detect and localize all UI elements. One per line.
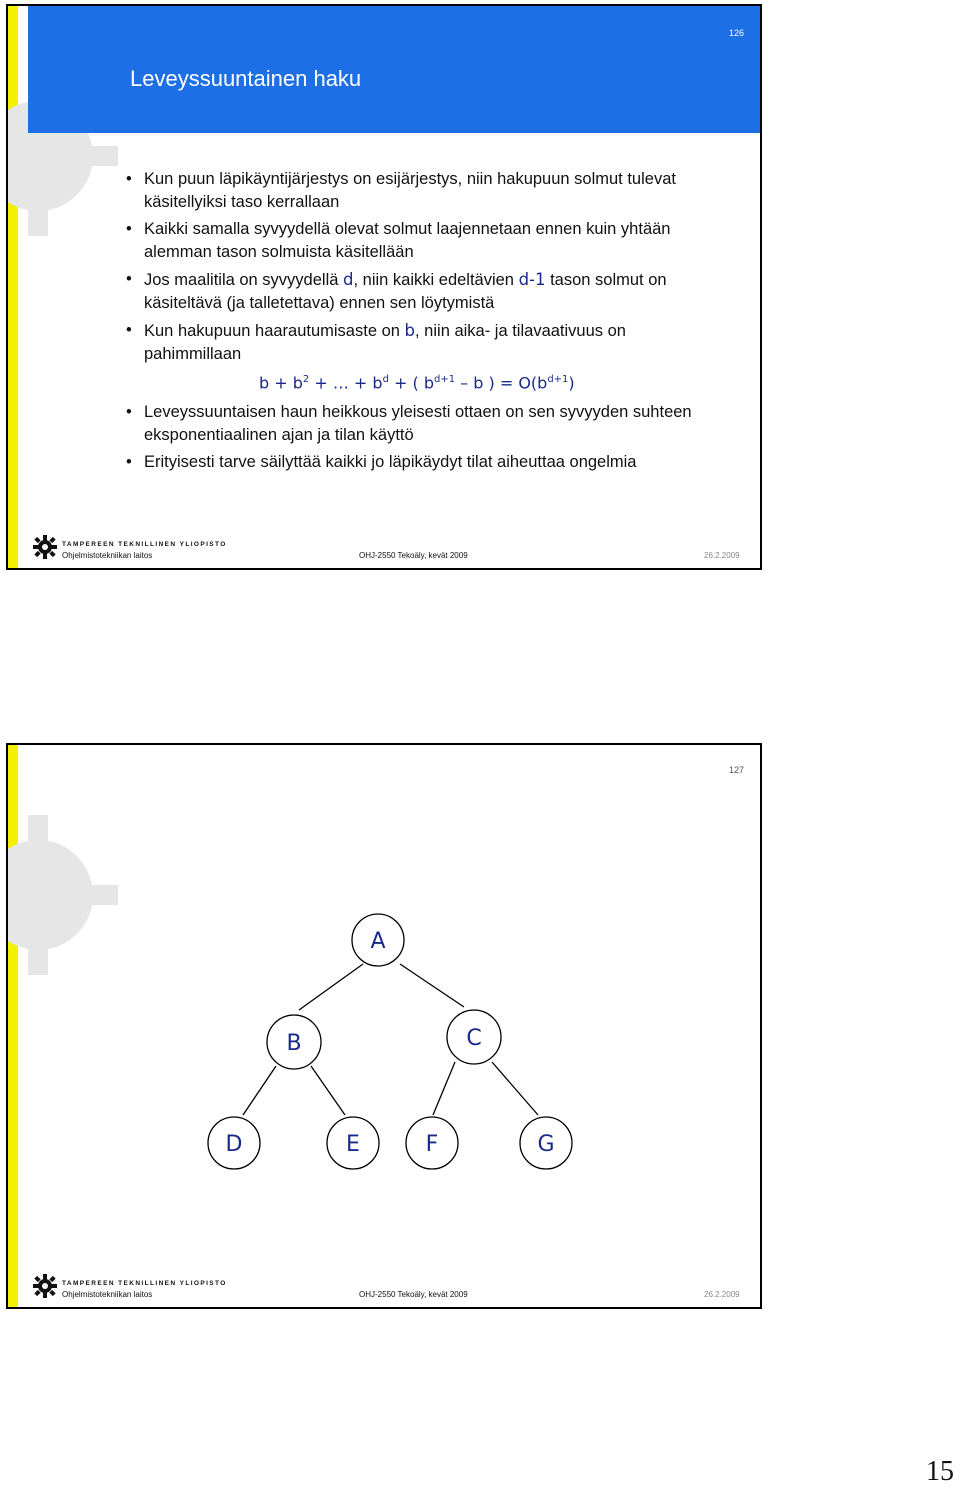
slide-number: 127 — [728, 765, 744, 775]
page-number: 15 — [926, 1456, 954, 1487]
node-label-g: G — [537, 1132, 555, 1157]
footer-university: TAMPEREEN TEKNILLINEN YLIOPISTO — [62, 541, 227, 548]
footer-course: OHJ-2550 Tekoäly, kevät 2009 — [359, 551, 468, 560]
node-label-f: F — [425, 1132, 439, 1157]
tree-diagram — [8, 745, 762, 1309]
var-d-minus-1: d-1 — [518, 270, 546, 289]
university-gear-logo-icon — [32, 534, 58, 560]
node-label-d: D — [225, 1132, 243, 1157]
edge-a-c — [400, 964, 464, 1007]
bullet-item: • Erityisesti tarve säilyttää kaikki jo läpikäydyt tilat aiheuttaa ongelmia — [126, 453, 637, 472]
bullet-item: • Kun puun läpikäyntijärjestys on esijärjestys, niin hakupuun solmut tulevat käsitellyiksi taso kerrallaan — [126, 170, 676, 211]
footer-department: Ohjelmistotekniikan laitos — [62, 1290, 153, 1299]
bullet-item: • Kaikki samalla syvyydellä olevat solmut laajennetaan ennen kuin yhtään alemman tason solmuista käsitellään — [126, 220, 671, 261]
edge-c-f — [433, 1062, 455, 1115]
node-label-c: C — [466, 1026, 482, 1051]
slide-number: 126 — [728, 28, 744, 38]
node-label-a: A — [370, 929, 386, 954]
bullet-item: • Leveyssuuntaisen haun heikkous yleisesti ottaen on sen syvyyden suhteen eksponentiaalinen ajan ja tilan käyttö — [126, 403, 692, 445]
university-gear-logo-icon — [32, 1273, 58, 1299]
complexity-formula: $b + b^2$ + … + $b^d$ + ( $b^{d+1}$ – b ) = $O(b^{d+1})$ — [259, 373, 575, 393]
footer-university: TAMPEREEN TEKNILLINEN YLIOPISTO — [62, 1280, 227, 1287]
footer-department: Ohjelmistotekniikan laitos — [62, 551, 153, 560]
bullet-list — [126, 168, 726, 478]
bullet-item: • Kun hakupuun haarautumisaste on b, niin aika- ja tilavaativuus on pahimmillaan $b + b^2$ + … + $b^d$ + ( $b^{d+1}$ – b ) = $O(b^{d+1})$ — [126, 319, 726, 395]
var-b: b — [404, 321, 416, 340]
edge-a-b — [299, 964, 363, 1010]
slide-127 — [6, 743, 762, 1309]
footer-course: OHJ-2550 Tekoäly, kevät 2009 — [359, 1290, 468, 1299]
footer-date: 26.2.2009 — [704, 1290, 740, 1299]
footer-date: 26.2.2009 — [704, 551, 740, 560]
bullet-item: • Jos maalitila on syvyydellä d, niin kaikki edeltävien d-1 tason solmut on käsiteltävä (ja talletettava) ennen sen löytymistä — [126, 270, 667, 312]
node-label-b: B — [286, 1031, 302, 1056]
node-label-e: E — [346, 1132, 360, 1157]
slide-title: Leveyssuuntainen haku — [130, 66, 362, 91]
slide-126 — [6, 4, 762, 570]
var-d: d — [343, 270, 354, 289]
edge-b-e — [311, 1066, 345, 1115]
edge-b-d — [243, 1066, 276, 1115]
edge-c-g — [492, 1062, 538, 1115]
